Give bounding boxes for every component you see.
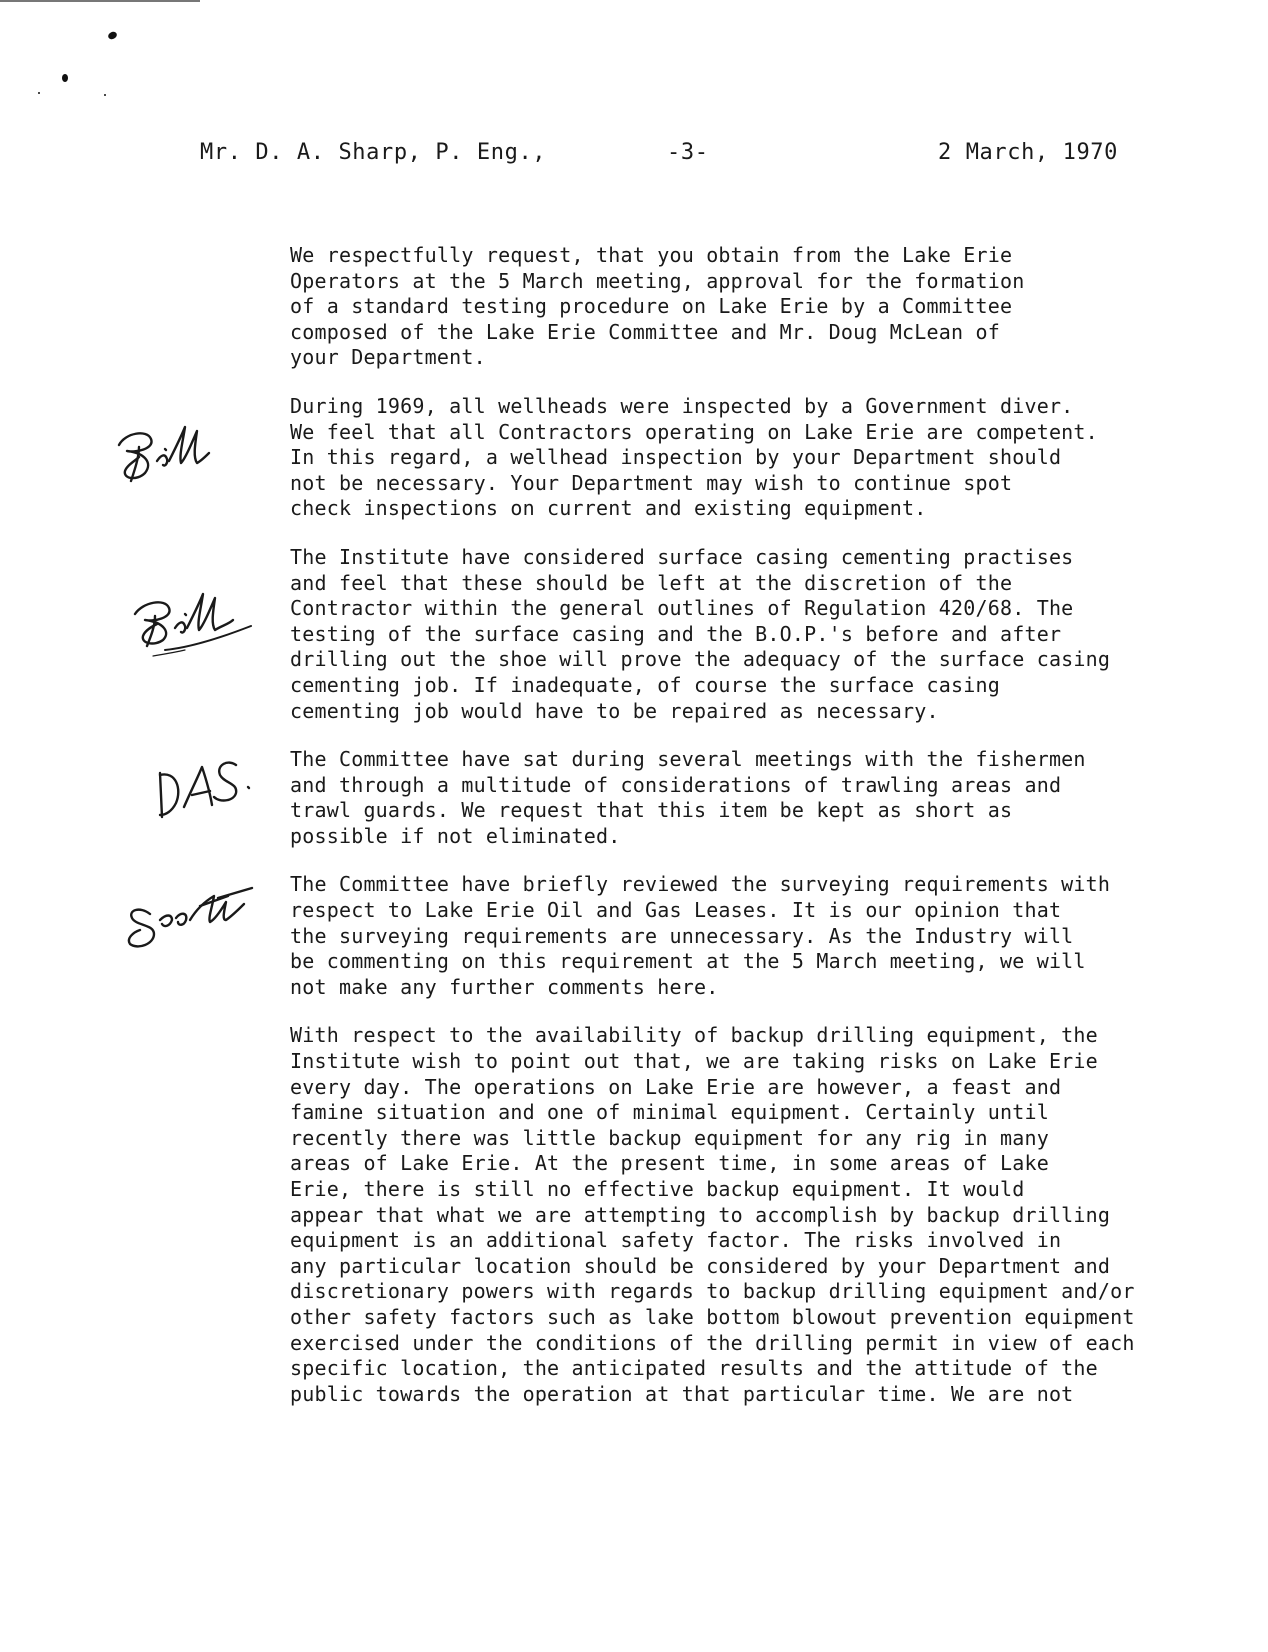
- text-line: exercised under the conditions of the drilling permit in view of each: [290, 1330, 1135, 1355]
- text-line: The Institute have considered surface casing cementing practises: [290, 544, 1074, 569]
- ink-speck: [104, 94, 106, 96]
- letter-header: [0, 140, 1268, 170]
- text-line: drilling out the shoe will prove the adequacy of the surface casing: [290, 647, 1111, 672]
- body-paragraph: [290, 872, 1180, 1000]
- text-line: Erie, there is still no effective backup equipment. It would: [290, 1177, 1025, 1201]
- text-line: discretionary powers with regards to backup drilling equipment and/or: [290, 1279, 1135, 1304]
- text-line: any particular location should be considered by your Department and: [290, 1253, 1111, 1278]
- text-line: every day. The operations on Lake Erie are however, a feast and: [290, 1074, 1062, 1099]
- handwritten-name-scott: [120, 858, 280, 958]
- text-line: During 1969, all wellheads were inspected by a Government diver.: [290, 393, 1074, 418]
- text-line: not make any further comments here.: [290, 974, 719, 999]
- letter-body: [290, 243, 1180, 1407]
- text-line: Institute wish to point out that, we are taking risks on Lake Erie: [290, 1049, 1098, 1074]
- page-number: -3-: [667, 140, 709, 165]
- ink-speck: [38, 92, 40, 94]
- text-line: your Department.: [290, 345, 486, 370]
- text-line: check inspections on current and existing equipment.: [290, 496, 927, 521]
- handwritten-initial-bill-2: [125, 580, 265, 670]
- text-line: cementing job would have to be repaired as necessary.: [290, 698, 939, 723]
- text-line: be commenting on this requirement at the 5 March meeting, we will: [290, 949, 1086, 974]
- text-line: and feel that these should be left at the discretion of the: [290, 570, 1013, 595]
- text-line: specific location, the anticipated results and the attitude of the: [290, 1356, 1098, 1381]
- text-line: Contractor within the general outlines of Regulation 420/68. The: [290, 596, 1074, 621]
- text-line: trawl guards. We request that this item be kept as short as: [290, 798, 1013, 823]
- text-line: The Committee have briefly reviewed the surveying requirements with: [290, 872, 1111, 897]
- text-line: recently there was little backup equipment for any rig in many: [290, 1125, 1049, 1150]
- text-line: areas of Lake Erie. At the present time, in some areas of Lake: [290, 1151, 1049, 1176]
- text-line: testing of the surface casing and the B.O.P.'s before and after: [290, 621, 1062, 646]
- text-line: With respect to the availability of backup drilling equipment, the: [290, 1023, 1098, 1048]
- text-line: of a standard testing procedure on Lake Erie by a Committee: [290, 294, 1013, 319]
- text-line: cementing job. If inadequate, of course the surface casing: [290, 672, 1000, 697]
- text-line: Operators at the 5 March meeting, approval for the formation: [290, 268, 1025, 293]
- text-line: respect to Lake Erie Oil and Gas Leases. It is our opinion that: [290, 898, 1062, 923]
- text-line: In this regard, a wellhead inspection by your Department should: [290, 445, 1062, 470]
- body-paragraph: [290, 1023, 1180, 1407]
- text-line: other safety factors such as lake bottom blowout prevention equipment: [290, 1304, 1135, 1329]
- handwritten-initials-das: [140, 745, 260, 825]
- text-line: The Committee have sat during several meetings with the fishermen: [290, 747, 1086, 772]
- text-line: equipment is an additional safety factor. The risks involved in: [290, 1228, 1062, 1253]
- addressee: Mr. D. A. Sharp, P. Eng.,: [200, 140, 547, 165]
- text-line: We respectfully request, that you obtain from the Lake Erie: [290, 243, 1013, 267]
- text-line: the surveying requirements are unnecessary. As the Industry will: [290, 923, 1074, 948]
- text-line: possible if not eliminated.: [290, 823, 621, 848]
- text-line: public towards the operation at that particular time. We are not: [290, 1381, 1074, 1406]
- scan-edge-rule: [0, 0, 200, 2]
- text-line: famine situation and one of minimal equipment. Certainly until: [290, 1100, 1049, 1125]
- text-line: and through a multitude of considerations of trawling areas and: [290, 772, 1062, 797]
- body-paragraph: [290, 243, 1180, 371]
- body-paragraph: [290, 545, 1180, 724]
- body-paragraph: [290, 394, 1180, 522]
- text-line: not be necessary. Your Department may wish to continue spot: [290, 470, 1013, 495]
- letter-date: 2 March, 1970: [938, 140, 1118, 165]
- ink-speck: [62, 74, 68, 82]
- text-line: composed of the Lake Erie Committee and Mr. Doug McLean of: [290, 319, 1000, 344]
- ink-speck: [107, 30, 118, 40]
- handwritten-initial-bill-1: [105, 405, 235, 490]
- text-line: appear that what we are attempting to accomplish by backup drilling: [290, 1202, 1111, 1227]
- text-line: We feel that all Contractors operating on Lake Erie are competent.: [290, 419, 1098, 444]
- body-paragraph: [290, 747, 1180, 849]
